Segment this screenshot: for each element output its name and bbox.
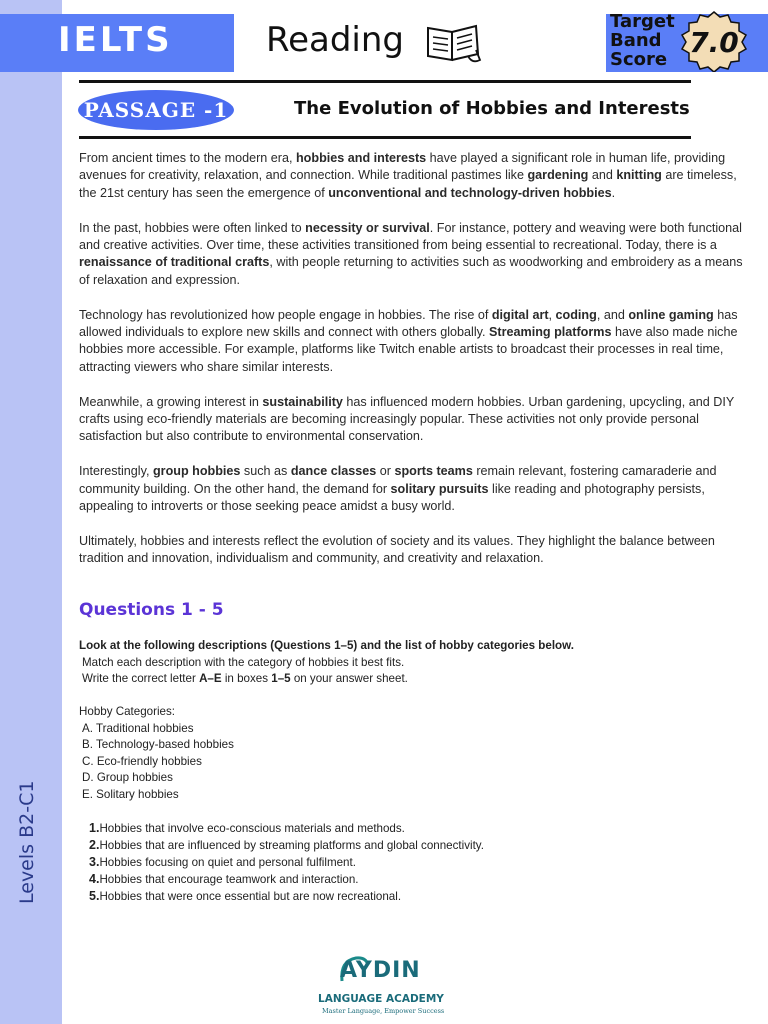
questions-instructions <box>79 638 749 688</box>
book-icon <box>424 20 484 66</box>
question-item: 4.Hobbies that encourage teamwork and interaction. <box>89 872 359 886</box>
questions-heading: Questions 1 - 5 <box>79 600 224 620</box>
text-run: , and <box>596 307 629 322</box>
bold-term: solitary pursuits <box>390 481 489 496</box>
hobby-categories <box>79 704 234 803</box>
text-run: Ultimately, hobbies and interests reflect the evolution of society and its values. They highlight the balance between tradition and innovation, individualism and community, and creativity and relaxation. <box>79 533 715 566</box>
bold-term: A–E <box>199 672 222 685</box>
bold-term: coding <box>555 307 597 322</box>
divider-bottom <box>79 136 691 139</box>
category-item: B. Technology-based hobbies <box>82 738 234 751</box>
text-run: has allowed individuals to explore new skills and connect with others globally. <box>79 307 738 340</box>
bold-term: sports teams <box>394 464 473 479</box>
text-run: has influenced modern hobbies. Urban gardening, upcycling, and DIY crafts using eco-friendly materials are becoming increasingly popular. These activities not only provide personal satisfaction but also contribute to environmental conservation. <box>79 394 735 444</box>
text-run: Write the correct letter <box>82 672 200 685</box>
instruction-write <box>79 671 749 688</box>
text-run: have also made niche hobbies more accessible. For example, platforms like Twitch enable artists to broadcast their processes in real time, attracting viewers who share similar interests. <box>79 325 738 374</box>
section-title: Reading <box>266 20 405 60</box>
band-score-badge <box>678 10 750 72</box>
categories-heading: Hobby Categories: <box>79 705 176 718</box>
text-run: are timeless, the 21st century has seen the emergence of <box>79 168 737 200</box>
text-run: or <box>376 464 395 479</box>
passage-paragraph <box>79 394 753 446</box>
passage-paragraph <box>79 463 753 515</box>
text-run: on your answer sheet. <box>290 672 408 685</box>
passage-paragraph <box>79 307 753 377</box>
text-run: remain relevant, fostering camaraderie and community building. On the other hand, the demand for <box>79 464 717 496</box>
text-run: . For instance, pottery and weaving were both functional and creative activities. Over time, these activities transitioned from being essential to recreational. Today, there is a <box>79 220 742 253</box>
academy-logo-name: AYDIN <box>340 958 421 983</box>
academy-logo-subtitle: LANGUAGE ACADEMY <box>318 993 444 1005</box>
text-run: From ancient times to the modern era, <box>79 151 296 165</box>
text-run: In the past, hobbies were often linked to <box>79 220 306 235</box>
text-run: Interestingly, <box>79 464 153 479</box>
bold-term: online gaming <box>628 307 714 322</box>
category-item: A. Traditional hobbies <box>82 721 194 735</box>
text-run: such as <box>240 464 291 479</box>
bold-term: hobbies and interests <box>295 151 427 165</box>
question-item: 2.Hobbies that are influenced by streaming platforms and global connectivity. <box>89 838 484 852</box>
passage-paragraph <box>79 220 753 290</box>
passage-title: The Evolution of Hobbies and Interests <box>294 98 690 119</box>
bold-term: necessity or survival <box>305 220 430 235</box>
academy-logo-tagline: Master Language, Empower Success <box>322 1007 445 1015</box>
category-item: E. Solitary hobbies <box>82 787 179 801</box>
target-band-label: Target Band Score <box>610 11 675 70</box>
question-list <box>89 820 484 905</box>
bold-term: dance classes <box>290 464 377 479</box>
text-run: . <box>611 185 616 200</box>
bold-term: digital art <box>491 307 549 322</box>
question-item: 5.Hobbies that were once essential but are now recreational. <box>89 889 402 903</box>
levels-label: Levels B2-C1 <box>16 780 38 904</box>
passage-paragraph <box>79 533 753 568</box>
text-run: in boxes <box>221 672 272 685</box>
passage-label: PASSAGE -1 <box>78 90 234 130</box>
divider-top <box>79 80 691 83</box>
category-item: C. Eco-friendly hobbies <box>82 754 202 768</box>
bold-term: knitting <box>616 168 662 183</box>
text-run: , with people returning to activities such as woodworking and embroidery as a means of relaxation and expression. <box>79 255 743 287</box>
bold-term: unconventional and technology-driven hobbies <box>328 185 612 200</box>
text-run: , <box>548 307 556 322</box>
passage-paragraph <box>79 150 753 202</box>
passage-body <box>79 150 753 585</box>
instruction-match: Match each description with the category of hobbies it best fits. <box>82 655 405 669</box>
band-score-value: 7.0 <box>689 26 739 59</box>
text-run: Meanwhile, a growing interest in <box>79 394 263 409</box>
text-run: have played a significant role in human life, providing avenues for creativity, relaxation, and connection. While traditional pastimes like <box>79 151 726 183</box>
bold-term: group hobbies <box>152 464 241 479</box>
text-run: Technology has revolutionized how people engage in hobbies. The rise of <box>79 307 492 322</box>
bold-term: sustainability <box>262 394 343 409</box>
bold-term: Streaming platforms <box>489 325 612 340</box>
text-run: like reading and photography persists, appealing to introverts or those seeking peace amidst a busy world. <box>79 481 705 514</box>
question-item: 3.Hobbies focusing on quiet and personal fulfilment. <box>89 855 356 869</box>
bold-term: 1–5 <box>271 672 291 685</box>
instruction-main: Look at the following descriptions (Questions 1–5) and the list of hobby categories below. <box>79 639 574 652</box>
question-item: 1.Hobbies that involve eco-conscious materials and methods. <box>89 821 405 835</box>
category-item: D. Group hobbies <box>82 771 173 784</box>
text-run: and <box>588 168 617 183</box>
bold-term: renaissance of traditional crafts <box>79 255 270 270</box>
bold-term: gardening <box>527 168 589 183</box>
brand-title: IELTS <box>58 20 173 60</box>
